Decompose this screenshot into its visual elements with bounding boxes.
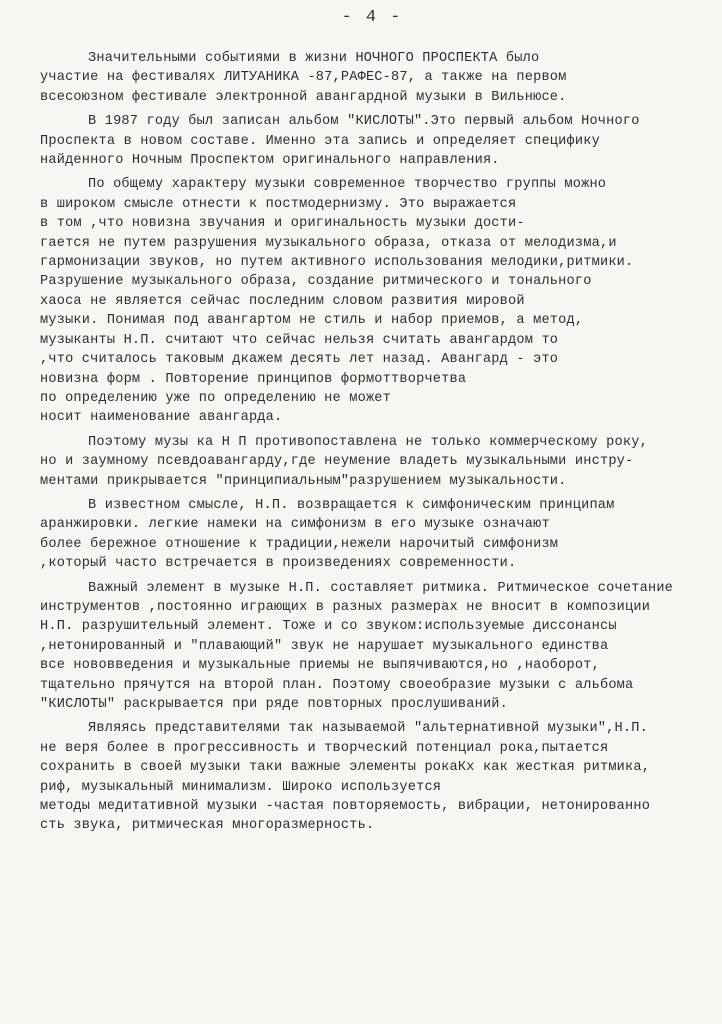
text-line: сохранить в своей музыки таки важные элементы рокаКх как жесткая ритмика, — [40, 760, 651, 776]
paragraph — [40, 579, 704, 715]
text-line: тщательно прячутся на второй план. Поэтому своеобразие музыки с альбома — [40, 677, 634, 693]
text-line: все нововведения и музыкальные приемы не выпячиваются,но ,наоборот, — [40, 658, 600, 674]
text-line: Поэтому музы ка Н П противопоставлена не только коммерческому року, — [88, 434, 648, 450]
text-line: Значительными событиями в жизни НОЧНОГО ПРОСПЕКТА было — [88, 51, 540, 66]
paragraph — [40, 433, 704, 491]
paragraph — [40, 175, 704, 427]
text-line: гается не путем разрушения музыкального образа, отказа от мелодизма,и — [40, 235, 617, 251]
text-line: риф, музыкальный минимализм. Широко используется — [40, 779, 442, 795]
text-line: В известном смысле, Н.П. возвращается к симфоническим принципам — [88, 497, 615, 513]
paragraph — [40, 49, 704, 107]
text-line: аранжировки. легкие намеки на симфонизм в его музыке означают — [40, 517, 550, 533]
text-line: всесоюзном фестивале электронной авангардной музыки в Вильнюсе. — [40, 89, 567, 105]
text-line: но и заумному псевдоавангарду,где неумение владеть музыкальными инстру- — [40, 454, 634, 470]
text-line: По общему характеру музыки современное творчество группы можно — [88, 177, 607, 193]
text-line: ,нетонированный и "плавающий" звук не нарушает музыкального единства — [40, 638, 609, 654]
text-line: участие на фестивалях ЛИТУАНИКА -87,РАФЕС-87, а также на первом — [40, 70, 567, 86]
text-line: музыканты Н.П. считают что сейчас нельзя считать авангардом то — [40, 332, 559, 348]
text-line: ,что считалось таковым дкажем десять лет назад. Авангард - это — [40, 352, 559, 368]
text-line: гармонизации звуков, но путем активного использования мелодики,ритмики. — [40, 255, 634, 271]
text-line: ментами прикрывается "принципиальным"разрушением музыкальности. — [40, 473, 567, 489]
text-line: Проспекта в новом составе. Именно эта запись и определяет специфику — [40, 133, 600, 149]
text-line: Являясь представителями так называемой "альтернативной музыки",Н.П. — [88, 721, 648, 737]
text-line: в широком смысле отнести к постмодернизму. Это выражается — [40, 196, 517, 212]
text-line: найденного Ночным Проспектом оригинального направления. — [40, 153, 500, 169]
text-line: Разрушение музыкального образа, создание ритмического и тонального — [40, 274, 592, 290]
text-line: Н.П. разрушительный элемент. Тоже и со звуком:используемые диссонансы — [40, 619, 617, 635]
text-line: хаоса не является сейчас последним словом развития мировой — [40, 293, 525, 309]
text-line: Важный элемент в музыке Н.П. составляет ритмика. Ритмическое сочетание — [88, 580, 674, 596]
text-line: носит наименование авангарда. — [40, 410, 283, 426]
paragraph — [40, 719, 704, 835]
text-line: методы медитативной музыки -частая повторяемость, вибрации, нетонированно — [40, 799, 651, 815]
text-line: по определению уже по определению не может — [40, 390, 392, 406]
body-text — [40, 49, 704, 836]
text-line: музыки. Понимая под авангартом не стиль и набор приемов, а метод, — [40, 313, 584, 329]
text-line: ,который часто встречается в произведениях современности. — [40, 556, 517, 572]
text-line: инструментов ,постоянно играющих в разных размерах не вносит в композиции — [40, 599, 651, 615]
text-line: не веря более в прогрессивность и творческий потенциал рока,пытается — [40, 740, 609, 756]
paragraph — [40, 496, 704, 574]
text-line: "КИСЛОТЫ" раскрывается при ряде повторных прослушиваний. — [40, 697, 509, 712]
text-line: В 1987 году был записан альбом "КИСЛОТЫ".Это первый альбом Ночного — [88, 114, 640, 130]
paragraph — [40, 112, 704, 170]
text-line: в том ,что новизна звучания и оригинальность музыки дости- — [40, 216, 525, 232]
text-line: более бережное отношение к традиции,нежели нарочитый симфонизм — [40, 536, 559, 552]
text-line: сть звука, ритмическая многоразмерность. — [40, 818, 375, 834]
text-line: новизна форм . Повторение принципов формоттворчетва — [40, 371, 467, 387]
page-number: - 4 - — [341, 8, 403, 27]
